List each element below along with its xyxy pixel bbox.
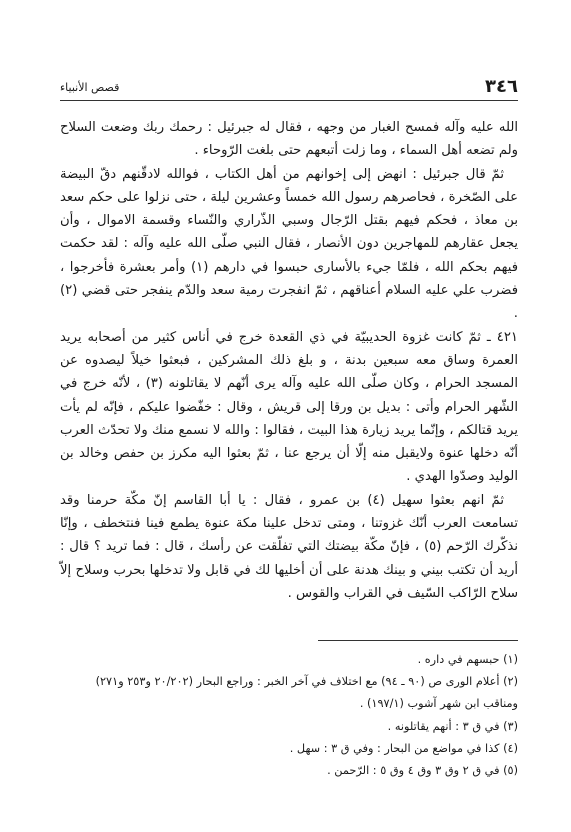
paragraph: ثمّ انهم بعثوا سهيل (٤) بن عمرو ، فقال : يا أبا القاسم إنّ مكّة حرمنا وقد تسامعت العرب أنّك غزوتنا ، ومتى تدخل علينا مكة عنوة يطمع فينا فنتخطف ، وإنّا نذكّرك الرّحم (٥) ، فإنّ مكّة بيضتك التي تفلّقت عن رأسك ، قال : فما تريد ؟ قال : أريد أن تكتب بيني و بينك هدنة على أن أخليها لك في قابل ولا تدخلها بحرب وسلاح إلاّ سلاح الرّاكب السّيف في القراب والقوس . <box>60 492 519 601</box>
footnote: (١) حبسهم في داره . <box>417 653 518 666</box>
footnote: (٣) في ق ٣ : أنهم يقاتلونه . <box>387 719 518 733</box>
paragraph: ثمّ قال جبرئيل : انهض إلى إخوانهم من أهل الكتاب ، فوالله لادقّنهم دقّ البيضة على الصّخرة ، فحاصرهم رسول الله خمساً وعشرين ليلة ، حتى نزلوا على حكم سعد بن معاذ ، فحكم فيهم بقتل الرّجال وسبي الذّراري والنّساء وقسمة الاموال ، وأن يجعل عقارهم للمهاجرين دون الأنصار ، فقال النبي صلّى الله عليه وآله : لقد حكمت فيهم بحكم الله ، فلمّا جيء بالأسارى حبسوا في دارهم (١) وأمر بعشرة فأخرجوا ، فضرب علي عليه السلام أعناقهم ، ثمّ انفجرت رمية سعد والدّم ينفجر حتى قضي (٢) . <box>60 166 519 322</box>
running-title: قصص الأنبياء <box>60 81 120 94</box>
header-rule <box>60 100 518 101</box>
page-header <box>60 76 518 98</box>
main-text <box>60 116 518 605</box>
footnote-rule <box>318 640 518 641</box>
footnote: (٥) في ق ٢ وق ٣ وق ٤ وق ٥ : الرّحمن . <box>327 764 518 778</box>
footnote: (٢) أعلام الورى ص (٩٠ ـ ٩٤) مع اختلاف في آخر الخبر : وراجع البحار (٢٠/٢٠٢ و٢٥٣ و٢٧١) ومناقب ابن شهر آشوب (١٩٧/١) . <box>95 675 518 711</box>
paragraph: ٤٢١ ـ ثمّ كانت غزوة الحديبيّة في ذي القعدة خرج في أناس كثير من أصحابه يريد العمرة وساق معه سبعين بدنة ، و بلغ ذلك المشركين ، فبعثوا خيلاً ليصدوه عن المسجد الحرام ، وكان صلّى الله عليه وآله يرى أنّهم لا يقاتلونه (٣) ، لأنّه خرج في الشّهر الحرام وأتى : بديل بن ورقا إلى قريش ، وقال : خفّضوا عليكم ، فإنّه لم يأت يريد قتالكم ، وإنّما يريد زيارة هذا البيت ، فقالوا : والله لا نسمع منك ولا تحدّث العرب أنّه دخلها عنوة ولايقبل منه إلّا أن يرجع عنا ، ثمّ بعثوا اليه مكرز بن حفص وخالد بن الوليد وصدّوا الهدي . <box>60 329 518 485</box>
footnote: (٤) كذا في مواضع من البحار : وفي ق ٣ : سهل . <box>289 741 518 755</box>
paragraph: الله عليه وآله فمسح الغبار من وجهه ، فقال له جبرئيل : رحمك ربك وضعت السلاح ولم تضعه أهل السماء ، وما زلت أتبعهم حتى بلغت الرّوحاء . <box>60 120 518 159</box>
footnotes <box>60 649 518 782</box>
page-number: ٣٤٦ <box>485 76 518 97</box>
